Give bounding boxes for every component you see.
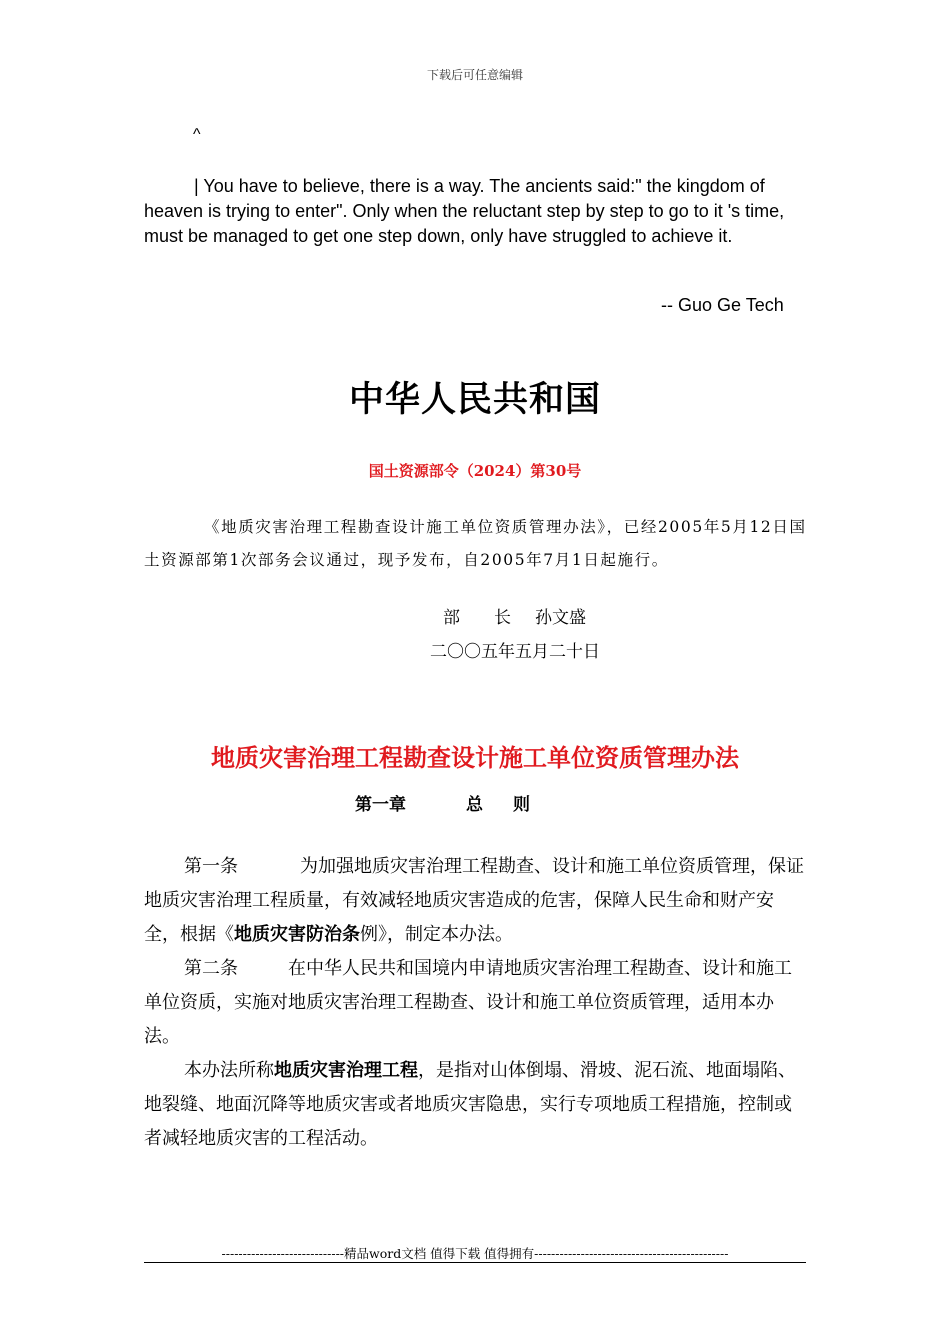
article-definition	[144, 1054, 804, 1156]
chapter-heading	[355, 790, 530, 815]
minister-name: 孙文盛	[535, 608, 586, 628]
caret-mark: ^	[193, 126, 201, 143]
chapter-name-2: 则	[513, 795, 530, 815]
definition-text: 本办法所称	[184, 1060, 274, 1081]
minister-signature	[443, 603, 586, 628]
footer-note: -----------------------------精品word文档 值得下载 值得拥有----------------------------------------------	[221, 1246, 729, 1261]
minister-title-2: 长	[494, 608, 511, 628]
definition-bold: 地质灾害治理工程	[274, 1060, 418, 1081]
signing-date: 二〇〇五年五月二十日	[430, 642, 600, 662]
motto-quote: | You have to believe, there is a way. The ancients said:" the kingdom of heaven is trying to enter". Only when the reluctant step by step to go to it 's time, must be managed to get one step down, only have struggled to achieve it.	[144, 176, 785, 246]
header-note: 下载后可任意编辑	[426, 68, 523, 82]
article-1-text-end: 例》，制定本办法。	[360, 924, 513, 945]
definition-text-end: ，是指对山体倒塌、滑坡、泥石流、地面塌陷、地裂缝、地面沉降等地质灾害或者地质灾害隐患，实行专项地质工程措施，控制或者减轻地质灾害的工程活动。	[144, 1060, 796, 1149]
footer-divider	[144, 1262, 806, 1263]
decree-number: 国土资源部令（2024）第30号	[368, 462, 582, 480]
quote-author: -- Guo Ge Tech	[661, 295, 784, 315]
article-1-label: 第一条	[184, 856, 238, 877]
chapter-number: 第一章	[355, 795, 406, 815]
article-1-bold: 地质灾害防治条	[234, 924, 360, 945]
article-1	[144, 850, 804, 952]
article-2-text: 在中华人民共和国境内申请地质灾害治理工程勘查、设计和施工单位资质，实施对地质灾害治理工程勘查、设计和施工单位资质管理，适用本办法。	[144, 958, 792, 1047]
law-title: 地质灾害治理工程勘查设计施工单位资质管理办法	[211, 743, 739, 772]
chapter-name-1: 总	[466, 795, 483, 815]
decree-intro: 《地质灾害治理工程勘查设计施工单位资质管理办法》，已经2005年5月12日国土资源部第1次部务会议通过，现予发布，自2005年7月1日起施行。	[144, 518, 807, 569]
article-1-text: 为加强地质灾害治理工程勘查、设计和施工单位资质管理，保证地质灾害治理工程质量，有效减轻地质灾害造成的危害，保障人民生命和财产安全，根据《	[144, 856, 804, 945]
article-2	[144, 952, 804, 1054]
country-title: 中华人民共和国	[348, 379, 601, 420]
minister-title-1: 部	[443, 608, 460, 628]
article-2-label: 第二条	[184, 958, 238, 979]
